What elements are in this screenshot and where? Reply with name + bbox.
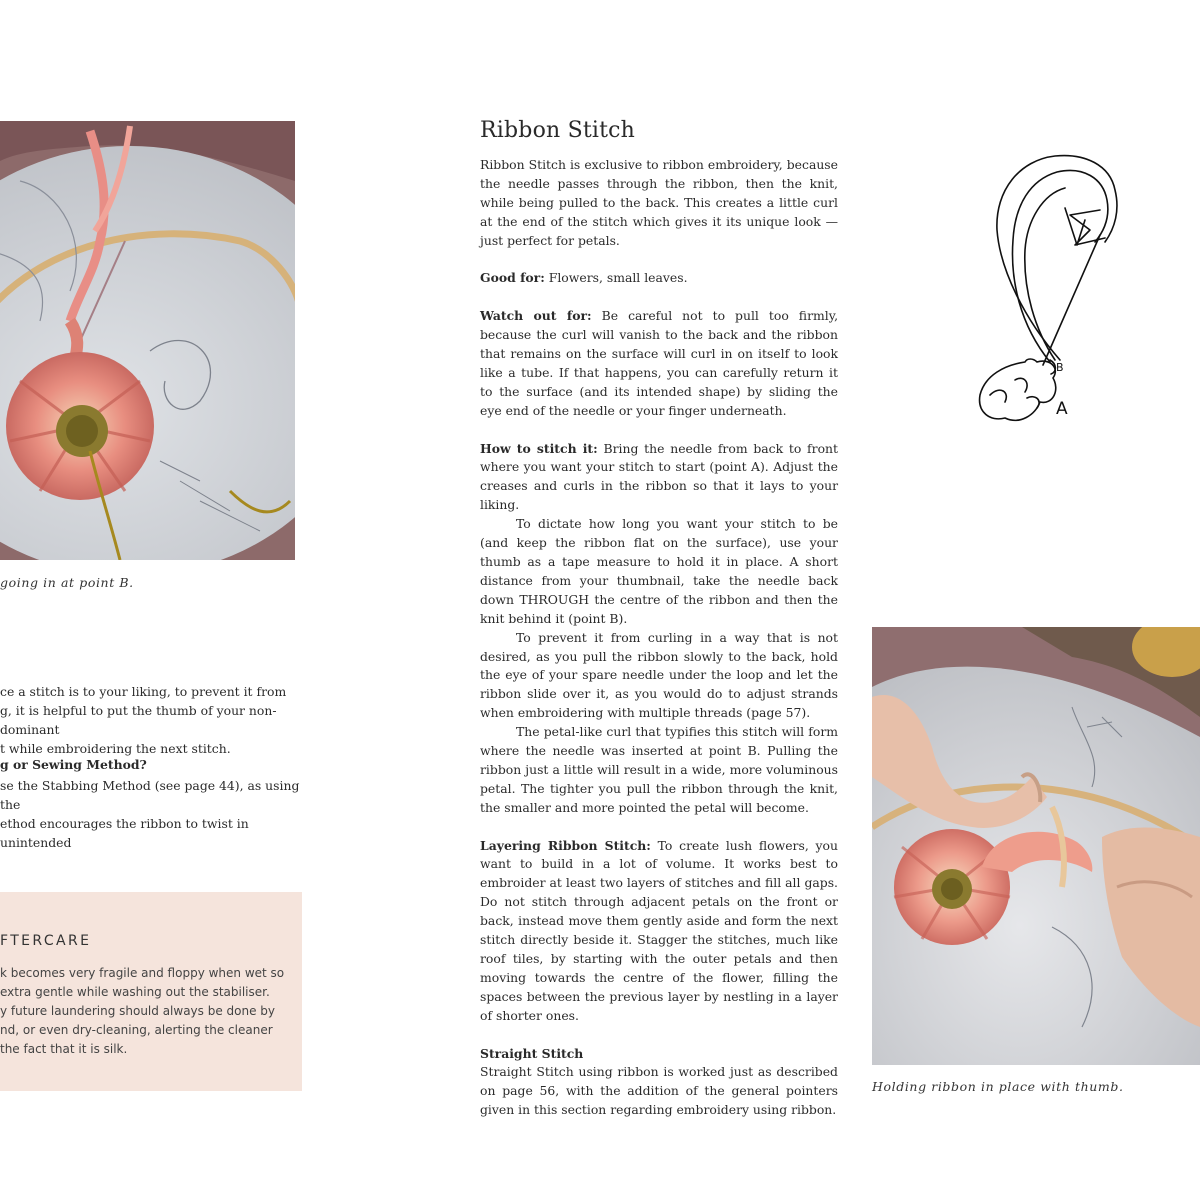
method-line: se the Stabbing Method (see page 44), as using the <box>0 778 300 812</box>
aftercare-line: extra gentle while washing out the stabiliser. <box>0 985 270 999</box>
aftercare-text <box>0 964 290 1059</box>
how-paragraph <box>480 440 838 516</box>
left-paragraph-line: g, it is helpful to put the thumb of your non-dominant <box>0 702 277 737</box>
straight-stitch-heading: Straight Stitch <box>480 1045 584 1061</box>
aftercare-line: the fact that it is silk. <box>0 1042 128 1056</box>
how-paragraph-2: To dictate how long you want your stitch to be (and keep the ribbon flat on the surface), use your thumb as a tape measure to hold it in place. A short distance from your thumbnail, take the needle back down THROUGH the centre of the ribbon and then the knit behind it (point B). <box>480 516 838 626</box>
method-line: ethod encourages the ribbon to twist in unintended <box>0 815 249 850</box>
straight-stitch-paragraph: Straight Stitch using ribbon is worked just as described on page 56, with the addition of the general pointers given in this section regarding embroidery using ribbon. <box>480 1064 838 1118</box>
watch-out-paragraph <box>480 307 838 420</box>
aftercare-box <box>0 892 302 1091</box>
ribbon-stitch-diagram <box>965 150 1145 440</box>
embroidery-photo-right <box>872 627 1200 1065</box>
good-for-paragraph <box>480 269 838 288</box>
watch-out-text: Be careful not to pull too firmly, because the curl will vanish to the back and the ribbon that remains on the surface will curl in on itself to look like a tube. If that happens, you can carefully return it to the surface (and its intended shape) by sliding the eye end of the needle or your finger underneath. <box>480 308 839 418</box>
how-label: How to stitch it: <box>480 440 598 456</box>
intro-paragraph: Ribbon Stitch is exclusive to ribbon embroidery, because the needle passes through the ribbon, then the knit, while being pulled to the back. This creates a little curl at the end of the stitch which gives it its unique look — just perfect for petals. <box>480 157 838 248</box>
left-paragraph <box>0 683 302 759</box>
center-column <box>480 156 838 1120</box>
layering-label: Layering Ribbon Stitch: <box>480 837 651 853</box>
how-text: Bring the needle from back to front where you want your stitch to start (point A). Adjust the creases and curls in the ribbon so that it lays to your liking. <box>480 440 838 513</box>
left-photo-caption: going in at point B. <box>0 575 134 590</box>
aftercare-line: k becomes very fragile and floppy when wet so <box>0 966 285 980</box>
how-paragraph-4: The petal-like curl that typifies this stitch will form where the needle was inserted at point B. Pulling the ribbon just a little will result in a wide, more voluminous petal. The tighter you pull the ribbon through the knit, the smaller and more pointed the petal will become. <box>480 724 838 815</box>
diagram-label-b: B <box>1056 361 1064 374</box>
aftercare-line: nd, or even dry-cleaning, alerting the cleaner <box>0 1023 273 1037</box>
aftercare-title: FTERCARE <box>0 933 92 949</box>
left-paragraph-line: t while embroidering the next stitch. <box>0 740 231 756</box>
layering-text: To create lush flowers, you want to build in a lot of volume. It works best to embroider at least two layers of stitches and fill all gaps. Do not stitch through adjacent petals on the front or back, instead move them gently aside and form the next stitch directly beside it. Stagger the stitches, much like roof tiles, by starting with the outer petals and then moving towards the centre of the flower, filling the spaces between the previous layer by nestling in a layer of shorter ones. <box>480 837 838 1023</box>
left-paragraph-line: ce a stitch is to your liking, to prevent it from <box>0 684 287 699</box>
watch-out-label: Watch out for: <box>480 308 592 324</box>
diagram-label-a: A <box>1056 399 1068 419</box>
good-for-label: Good for: <box>480 270 545 286</box>
method-heading: g or Sewing Method? <box>0 757 147 772</box>
how-paragraph-3: To prevent it from curling in a way that is not desired, as you pull the ribbon slowly to the back, hold the eye of your spare needle under the loop and let the ribbon slide over it, as you would do to adjust strands when embroidering with multiple threads (page 57). <box>480 629 838 721</box>
layering-paragraph <box>480 837 838 1026</box>
right-photo-caption: Holding ribbon in place with thumb. <box>872 1079 1124 1094</box>
aftercare-line: y future laundering should always be done by <box>0 1004 276 1018</box>
embroidery-photo-left <box>0 121 295 560</box>
page-title: Ribbon Stitch <box>480 118 636 143</box>
good-for-text: Flowers, small leaves. <box>544 270 688 286</box>
method-paragraph <box>0 777 302 853</box>
